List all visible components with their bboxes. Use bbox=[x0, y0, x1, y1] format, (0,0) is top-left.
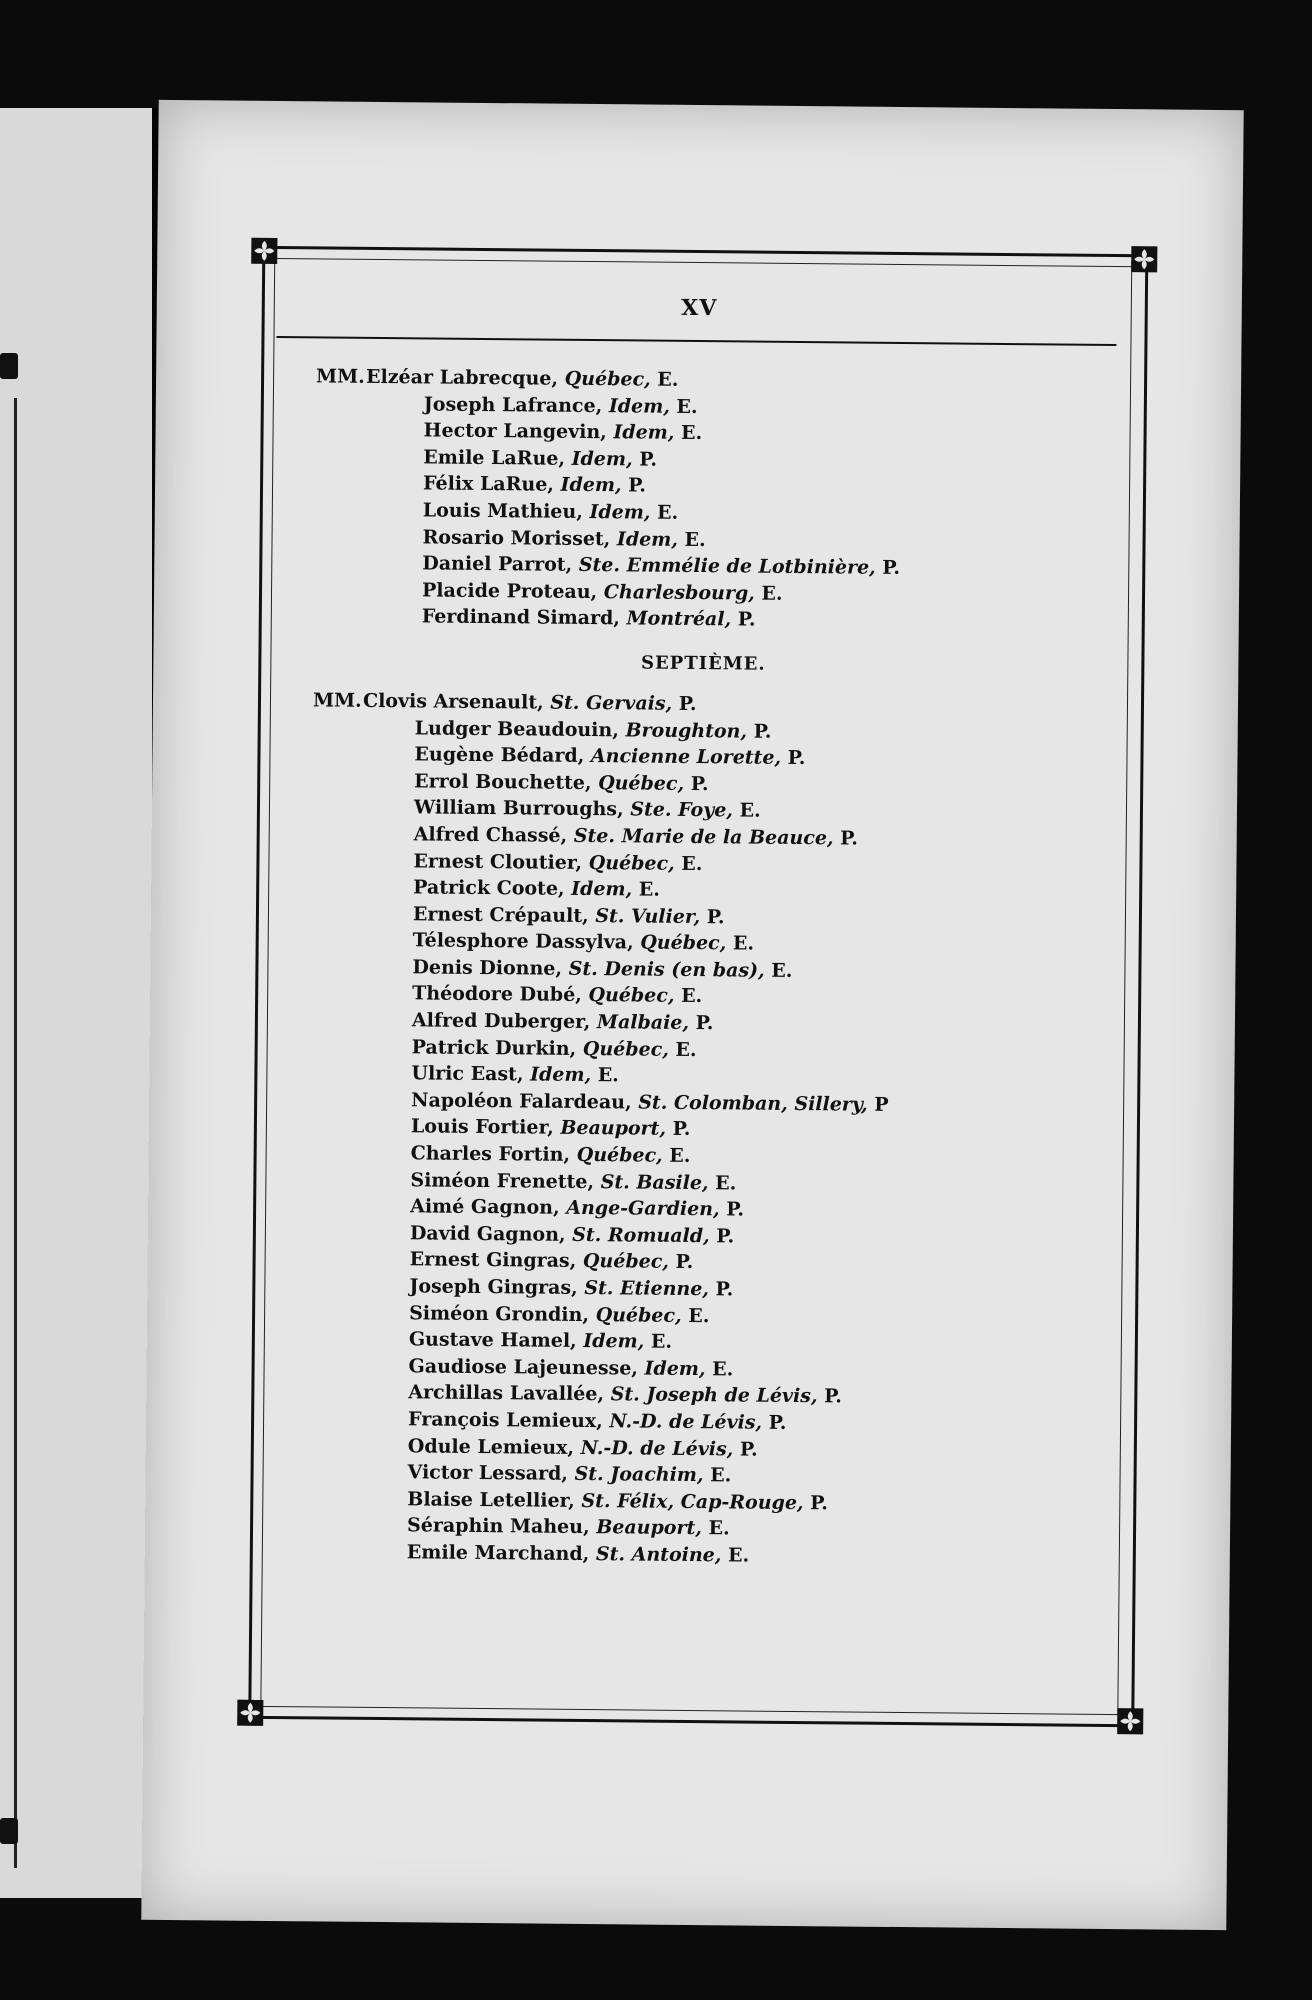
facing-page-ornament bbox=[0, 1818, 18, 1844]
facing-page-ornament bbox=[0, 353, 18, 379]
person-name: Eugène Bédard, bbox=[414, 743, 585, 768]
place-name: St. Joseph de Lévis, bbox=[610, 1383, 818, 1408]
place-name: St. Romuald, bbox=[572, 1223, 710, 1247]
grade-letter: E. bbox=[712, 1357, 734, 1381]
person-name: Emile LaRue, bbox=[423, 446, 566, 470]
grade-letter: P. bbox=[678, 692, 697, 715]
grade-letter: P. bbox=[628, 474, 647, 497]
grade-letter: E. bbox=[650, 1330, 673, 1354]
person-name: Charles Fortin, bbox=[410, 1142, 571, 1166]
place-name: Charlesbourg, bbox=[603, 580, 755, 605]
grade-letter: E. bbox=[675, 1038, 697, 1061]
person-name: Errol Bouchette, bbox=[414, 770, 592, 794]
person-name: Gustave Hamel, bbox=[408, 1328, 577, 1353]
person-name: Siméon Frenette, bbox=[410, 1168, 595, 1193]
grade-letter: E. bbox=[597, 1064, 619, 1087]
place-name: Ange-Gardien, bbox=[566, 1197, 720, 1221]
place-name: Québec, bbox=[588, 984, 675, 1008]
grade-letter: E. bbox=[739, 799, 761, 822]
place-name: Idem, bbox=[571, 447, 633, 471]
place-name: N.-D. de Lévis, bbox=[609, 1410, 763, 1434]
grade-letter: P. bbox=[726, 1198, 745, 1221]
person-name: Ulric East, bbox=[411, 1062, 524, 1086]
grade-letter: P. bbox=[675, 1251, 694, 1274]
grade-letter: E. bbox=[638, 878, 661, 901]
person-name: Placide Proteau, bbox=[421, 579, 598, 603]
grade-letter: E. bbox=[715, 1171, 737, 1195]
grade-letter: P. bbox=[787, 747, 806, 770]
grade-letter: P. bbox=[715, 1278, 734, 1301]
grade-letter: E. bbox=[681, 985, 703, 1008]
place-name: Québec, bbox=[640, 931, 727, 955]
person-name: Télesphore Dassylva, bbox=[412, 929, 634, 954]
place-name: St. Vulier, bbox=[595, 904, 701, 928]
person-name: Hector Langevin, bbox=[423, 419, 607, 444]
place-name: St. Etienne, bbox=[584, 1276, 710, 1301]
grade-letter: P bbox=[874, 1093, 889, 1116]
person-name: Ferdinand Simard, bbox=[421, 605, 621, 630]
place-name: St. Colomban, Sillery, bbox=[638, 1091, 868, 1116]
row-prefix: MM. bbox=[316, 365, 365, 388]
book-page bbox=[141, 100, 1243, 1930]
row-prefix: MM. bbox=[312, 689, 362, 712]
person-name: Joseph Lafrance, bbox=[423, 392, 603, 417]
grade-letter: P. bbox=[810, 1491, 829, 1515]
grade-letter: P. bbox=[768, 1411, 787, 1434]
grade-letter: E. bbox=[681, 852, 703, 875]
grade-letter: E. bbox=[680, 422, 703, 445]
place-name: Québec, bbox=[564, 367, 651, 391]
place-name: Québec, bbox=[582, 1037, 669, 1061]
place-name: St. Gervais, bbox=[550, 691, 673, 715]
person-name: Joseph Gingras, bbox=[409, 1275, 578, 1299]
person-name: Odule Lemieux, bbox=[407, 1434, 575, 1459]
grade-letter: E. bbox=[710, 1464, 732, 1487]
place-name: Malbaie, bbox=[596, 1011, 690, 1035]
person-name: Victor Lessard, bbox=[407, 1461, 569, 1485]
person-name: Patrick Coote, bbox=[413, 876, 565, 900]
place-name: Idem, bbox=[560, 474, 622, 497]
place-name: St. Antoine, bbox=[595, 1543, 722, 1567]
grade-letter: P. bbox=[882, 556, 901, 580]
place-name: Idem, bbox=[589, 500, 651, 524]
grade-letter: E. bbox=[732, 932, 755, 955]
grade-letter: E. bbox=[761, 582, 783, 605]
person-name: Clovis Arsenault, bbox=[362, 689, 544, 714]
place-name: Idem, bbox=[608, 394, 670, 418]
grade-letter: E. bbox=[656, 501, 679, 524]
place-name: Idem, bbox=[571, 877, 633, 901]
grade-letter: P. bbox=[737, 608, 756, 631]
section-list bbox=[314, 363, 1097, 636]
place-name: Ancienne Lorette, bbox=[590, 745, 782, 769]
place-name: Montréal, bbox=[626, 607, 732, 631]
place-name: Idem, bbox=[644, 1357, 706, 1380]
student-list bbox=[305, 363, 1096, 1572]
person-name: David Gagnon, bbox=[409, 1222, 566, 1246]
grade-letter: P. bbox=[753, 720, 772, 743]
person-name: Emile Marchand, bbox=[406, 1541, 590, 1565]
person-name: William Burroughs, bbox=[413, 796, 624, 821]
place-name: Québec, bbox=[582, 1250, 670, 1274]
person-name: Elzéar Labrecque, bbox=[366, 365, 559, 390]
place-name: Québec, bbox=[595, 1303, 682, 1327]
place-name: St. Joachim, bbox=[574, 1463, 704, 1487]
place-name: Beauport, bbox=[596, 1516, 703, 1540]
person-name: Séraphin Maheu, bbox=[406, 1514, 590, 1539]
facing-page bbox=[0, 108, 152, 1898]
person-name: Ludger Beaudouin, bbox=[414, 716, 619, 741]
person-name: Daniel Parrot, bbox=[422, 552, 573, 576]
corner-ornament-icon bbox=[1113, 1704, 1147, 1738]
place-name: Idem, bbox=[530, 1063, 592, 1087]
person-name: Blaise Letellier, bbox=[407, 1488, 575, 1512]
person-name: Archillas Lavallée, bbox=[408, 1381, 605, 1406]
place-name: Québec, bbox=[576, 1143, 663, 1167]
place-name: Québec, bbox=[588, 851, 675, 875]
person-name: Aimé Gagnon, bbox=[410, 1195, 560, 1219]
section-heading: SEPTIÈME. bbox=[640, 652, 766, 675]
grade-letter: E. bbox=[684, 528, 706, 551]
corner-ornament-icon bbox=[247, 234, 281, 268]
person-name: Louis Fortier, bbox=[410, 1115, 554, 1140]
place-name: Idem, bbox=[583, 1330, 645, 1353]
person-name: Rosario Morisset, bbox=[422, 525, 611, 550]
person-name: Napoléon Falardeau, bbox=[411, 1089, 632, 1114]
grade-letter: P. bbox=[824, 1385, 843, 1408]
grade-letter: P. bbox=[639, 448, 658, 471]
place-name: Ste. Marie de la Beauce, bbox=[573, 824, 834, 850]
place-name: Ste. Emmélie de Lotbinière, bbox=[578, 554, 876, 579]
page-number: XV bbox=[681, 294, 718, 322]
facing-page-border bbox=[0, 398, 17, 1868]
place-name: St. Basile, bbox=[600, 1170, 709, 1194]
person-name: Louis Mathieu, bbox=[422, 499, 583, 523]
grade-letter: E. bbox=[676, 395, 698, 418]
grade-letter: P. bbox=[840, 827, 859, 850]
corner-ornament-icon bbox=[1127, 242, 1161, 276]
grade-letter: E. bbox=[771, 959, 793, 982]
place-name: Beauport, bbox=[560, 1117, 667, 1141]
grade-letter: P. bbox=[690, 772, 709, 795]
person-name: Denis Dionne, bbox=[412, 956, 563, 980]
person-name: Siméon Grondin, bbox=[409, 1301, 590, 1326]
place-name: Québec, bbox=[598, 771, 685, 795]
section-list bbox=[305, 687, 1093, 1572]
grade-letter: E. bbox=[669, 1144, 691, 1168]
grade-letter: E. bbox=[708, 1517, 730, 1540]
grade-letter: E. bbox=[657, 368, 679, 391]
person-name: Théodore Dubé, bbox=[412, 982, 582, 1007]
grade-letter: P. bbox=[672, 1118, 691, 1141]
person-name: Ernest Crépault, bbox=[412, 903, 589, 927]
grade-letter: P. bbox=[716, 1225, 735, 1248]
place-name: Idem, bbox=[616, 527, 679, 551]
person-name: Félix LaRue, bbox=[422, 472, 555, 497]
place-name: Ste. Foye, bbox=[630, 798, 734, 822]
person-name: Ernest Cloutier, bbox=[413, 849, 583, 874]
person-name: Gaudiose Lajeunesse, bbox=[408, 1355, 639, 1380]
place-name: Broughton, bbox=[625, 718, 748, 743]
grade-letter: E. bbox=[727, 1544, 750, 1567]
person-name: Alfred Duberger, bbox=[411, 1009, 591, 1034]
grade-letter: P. bbox=[695, 1012, 714, 1035]
person-name: François Lemieux, bbox=[408, 1408, 603, 1433]
person-name: Patrick Durkin, bbox=[411, 1035, 577, 1060]
place-name: St. Félix, Cap-Rouge, bbox=[581, 1489, 804, 1514]
grade-letter: P. bbox=[739, 1438, 758, 1461]
place-name: Idem, bbox=[613, 421, 675, 444]
corner-ornament-icon bbox=[233, 1696, 267, 1730]
place-name: St. Denis (en bas), bbox=[568, 957, 765, 982]
grade-letter: E. bbox=[688, 1304, 710, 1327]
person-name: Ernest Gingras, bbox=[409, 1248, 577, 1273]
person-name: Alfred Chassé, bbox=[413, 823, 568, 847]
grade-letter: P. bbox=[706, 905, 725, 928]
place-name: N.-D. de Lévis, bbox=[580, 1436, 734, 1460]
